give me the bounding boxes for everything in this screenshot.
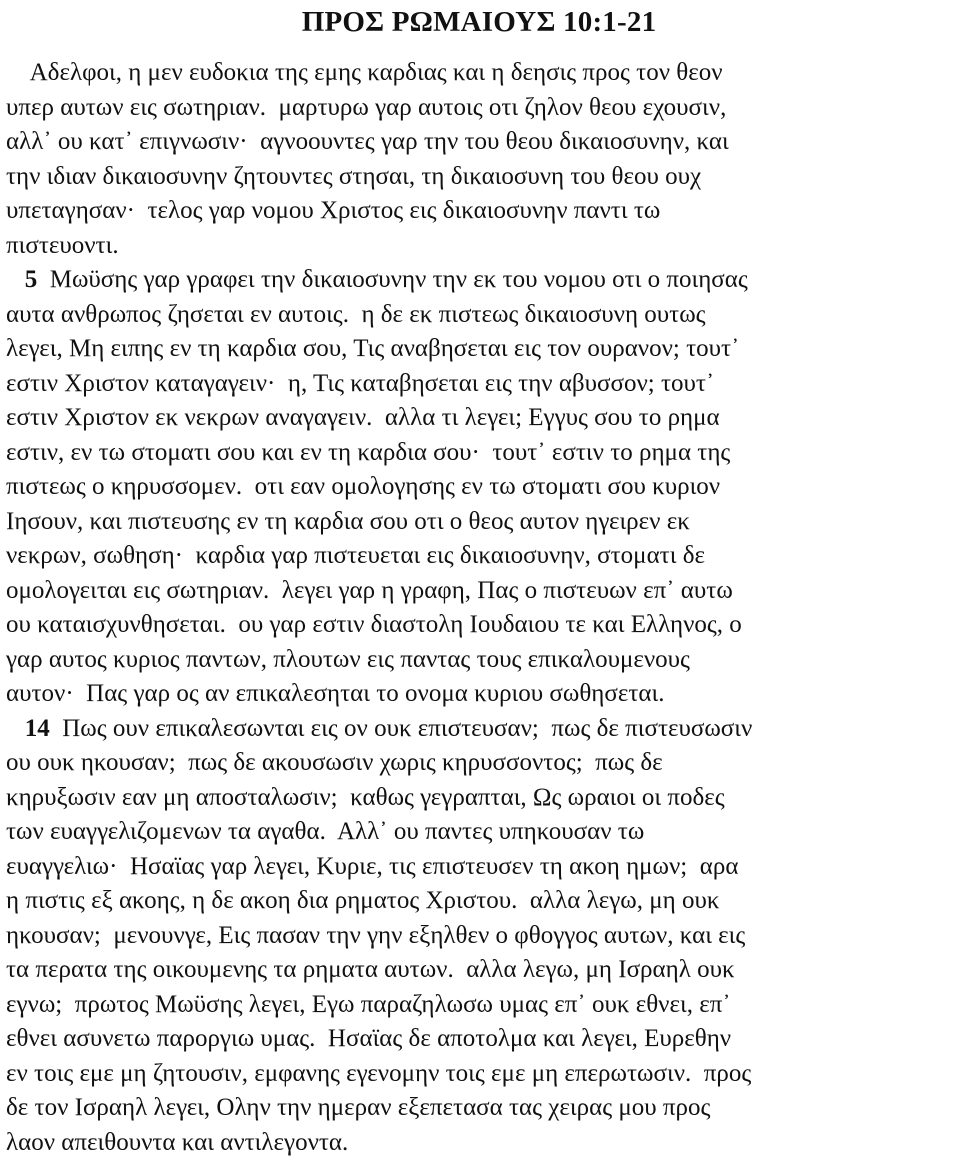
line-text: κηρυξωσιν εαν μη αποσταλωσιν; καθως γεγραπται, Ως ωραιοι οι ποδες <box>6 784 725 811</box>
line-text: αυτον· Πας γαρ ος αν επικαλεσηται το ονομα κυριου σωθησεται. <box>6 680 664 707</box>
line-text: γαρ αυτος κυριος παντων, πλουτων εις παντας τους επικαλουμενους <box>6 646 690 673</box>
text-line <box>6 781 952 816</box>
text-line <box>6 505 952 540</box>
line-text: ου ουκ ηκουσαν; πως δε ακουσωσιν χωρις κηρυσσοντος; πως δε <box>6 749 663 776</box>
text-line <box>6 953 952 988</box>
line-text: εγνω; πρωτος Μωϋσης λεγει, Εγω παραζηλωσω υμας επ᾽ ουκ εθνει, επ᾽ <box>6 991 731 1018</box>
line-text: υπεταγησαν· τελος γαρ νομου Χριστος εις δικαιοσυνην παντι τω <box>6 197 660 224</box>
text-line <box>6 712 952 747</box>
text-line <box>6 988 952 1023</box>
line-text: πιστεως ο κηρυσσομεν. οτι εαν ομολογησης εν τω στοματι σου κυριον <box>6 473 720 500</box>
verse-number: 14 <box>25 715 50 742</box>
text-line <box>6 160 952 195</box>
text-line <box>6 1126 952 1160</box>
line-text: αυτα ανθρωπος ζησεται εν αυτοις. η δε εκ πιστεως δικαιοσυνη ουτως <box>6 301 706 328</box>
text-line <box>6 229 952 264</box>
line-text: λεγει, Μη ειπης εν τη καρδια σου, Τις αναβησεται εις τον ουρανον; τουτ᾽ <box>6 335 739 362</box>
text-line <box>6 1022 952 1057</box>
text-line <box>6 436 952 471</box>
text-line <box>6 919 952 954</box>
page-title: ΠΡΟΣ ΡΩΜΑΙΟΥΣ 10:1-21 <box>6 0 952 56</box>
text-line <box>6 539 952 574</box>
text-line <box>6 298 952 333</box>
line-text: ομολογειται εις σωτηριαν. λεγει γαρ η γραφη, Πας ο πιστευων επ᾽ αυτω <box>6 577 733 604</box>
text-line <box>6 401 952 436</box>
line-text: εν τοις εμε μη ζητουσιν, εμφανης εγενομην τοις εμε μη επερωτωσιν. προς <box>6 1060 751 1087</box>
line-text: υπερ αυτων εις σωτηριαν. μαρτυρω γαρ αυτοις οτι ζηλον θεου εχουσιν, <box>6 94 726 121</box>
text-line <box>6 815 952 850</box>
line-text: αλλ᾽ ου κατ᾽ επιγνωσιν· αγνοουντες γαρ την του θεου δικαιοσυνην, και <box>6 128 729 155</box>
text-line <box>6 677 952 712</box>
line-text: νεκρων, σωθηση· καρδια γαρ πιστευεται εις δικαιοσυνην, στοματι δε <box>6 542 705 569</box>
line-text: δε τον Ισραηλ λεγει, Ολην την ημεραν εξεπετασα τας χειρας μου προς <box>6 1094 710 1121</box>
text-line <box>6 746 952 781</box>
verse-indent <box>6 266 25 293</box>
line-text: ηκουσαν; μενουνγε, Εις πασαν την γην εξηλθεν ο φθογγος αυτων, και εις <box>6 922 745 949</box>
line-text: πιστευοντι. <box>6 232 119 259</box>
text-line <box>6 194 952 229</box>
text-line <box>6 850 952 885</box>
text-line <box>6 574 952 609</box>
line-text: Αδελφοι, η μεν ευδοκια της εμης καρδιας και η δεησις προς τον θεον <box>6 59 723 86</box>
line-text: των ευαγγελιζομενων τα αγαθα. Αλλ᾽ ου παντες υπηκουσαν τω <box>6 818 644 845</box>
line-text: η πιστις εξ ακοης, η δε ακοη δια ρηματος Χριστου. αλλα λεγω, μη ουκ <box>6 887 719 914</box>
line-text: λαον απειθουντα και αντιλεγοντα. <box>6 1129 348 1156</box>
text-line <box>6 263 952 298</box>
text-line <box>6 884 952 919</box>
verse-indent <box>6 715 25 742</box>
verse-number: 5 <box>25 266 38 293</box>
line-text: την ιδιαν δικαιοσυνην ζητουντες στησαι, τη δικαιοσυνη του θεου ουχ <box>6 163 701 190</box>
text-line <box>6 643 952 678</box>
text-line <box>6 332 952 367</box>
document-body <box>6 56 952 1160</box>
line-text: Ιησουν, και πιστευσης εν τη καρδια σου οτι ο θεος αυτον ηγειρεν εκ <box>6 508 690 535</box>
line-text: ευαγγελιω· Ησαϊας γαρ λεγει, Κυριε, τις επιστευσεν τη ακοη ημων; αρα <box>6 853 738 880</box>
line-text: Μωϋσης γαρ γραφει την δικαιοσυνην την εκ του νομου οτι ο ποιησας <box>37 266 748 293</box>
text-line <box>6 1057 952 1092</box>
line-text: Πως ουν επικαλεσωνται εις ον ουκ επιστευσαν; πως δε πιστευσωσιν <box>50 715 753 742</box>
line-text: εστιν Χριστον εκ νεκρων αναγαγειν. αλλα τι λεγει; Εγγυς σου το ρημα <box>6 404 720 431</box>
line-text: εθνει ασυνετω παροργιω υμας. Ησαϊας δε αποτολμα και λεγει, Ευρεθην <box>6 1025 731 1052</box>
text-line <box>6 56 952 91</box>
line-text: τα περατα της οικουμενης τα ρηματα αυτων. αλλα λεγω, μη Ισραηλ ουκ <box>6 956 735 983</box>
text-line <box>6 1091 952 1126</box>
text-line <box>6 367 952 402</box>
line-text: εστιν, εν τω στοματι σου και εν τη καρδια σου· τουτ᾽ εστιν το ρημα της <box>6 439 730 466</box>
text-line <box>6 125 952 160</box>
line-text: εστιν Χριστον καταγαγειν· η, Τις καταβησεται εις την αβυσσον; τουτ᾽ <box>6 370 714 397</box>
text-line <box>6 470 952 505</box>
text-line <box>6 608 952 643</box>
line-text: ου καταισχυνθησεται. ου γαρ εστιν διαστολη Ιουδαιου τε και Ελληνος, ο <box>6 611 742 638</box>
text-line <box>6 91 952 126</box>
